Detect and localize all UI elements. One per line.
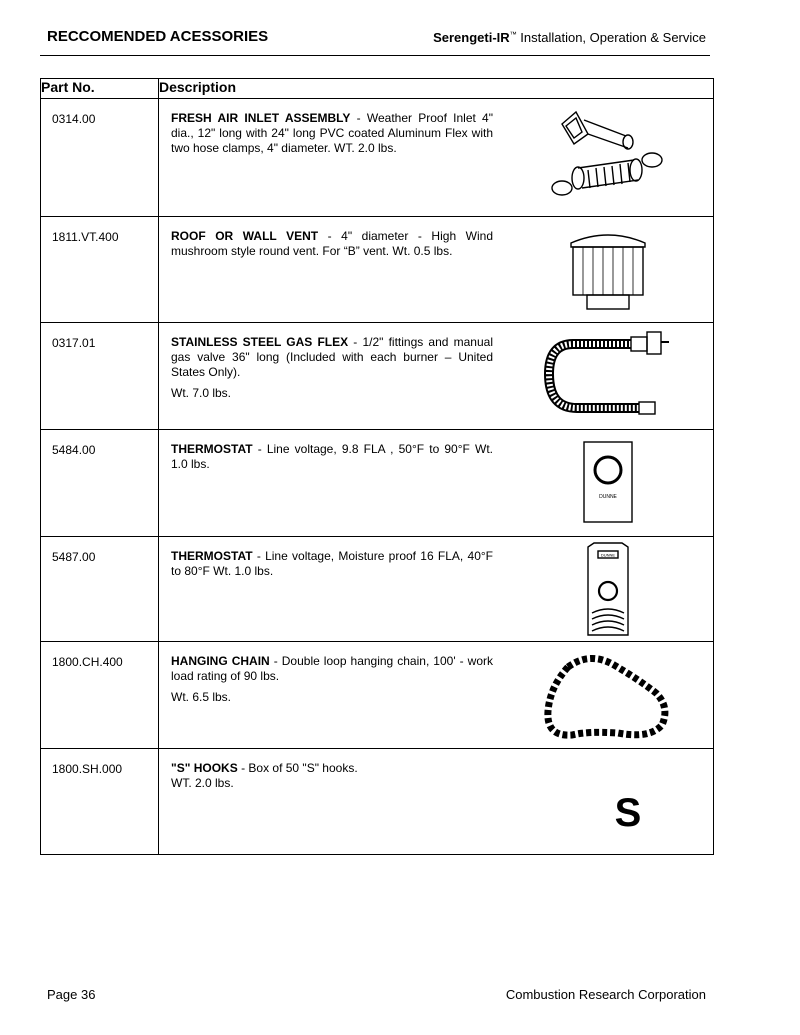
thermostat-brand: DUNNE (599, 494, 617, 500)
description-cell (159, 430, 714, 537)
item-name: "S" HOOKS (171, 761, 238, 775)
part-number: 0314.00 (41, 99, 159, 217)
company-name: Combustion Research Corporation (505, 987, 706, 1002)
part-number: 1811.VT.400 (41, 217, 159, 323)
item-description (171, 761, 493, 791)
table-row (41, 642, 714, 749)
column-header-description: Description (159, 79, 714, 99)
item-description (171, 654, 493, 705)
item-weight: Wt. 6.5 lbs. (171, 690, 232, 704)
thermostat-image (513, 430, 703, 536)
document-subtitle: Installation, Operation & Service (516, 30, 706, 45)
page-title: RECCOMENDED ACESSORIES (47, 28, 269, 45)
table-row (41, 537, 714, 642)
column-header-part-no: Part No. (41, 79, 159, 99)
description-cell (159, 749, 714, 855)
item-details: - 4" diameter - High Wind mushroom style round vent. For “B” vent. Wt. 0.5 lbs. (171, 229, 494, 258)
header-divider (40, 55, 710, 56)
item-details: - Line voltage, Moisture proof 16 FLA, 40°F to 80°F Wt. 1.0 lbs. (171, 549, 493, 578)
hanging-chain-image (513, 642, 703, 748)
table-row (41, 323, 714, 430)
item-weight: Wt. 7.0 lbs. (171, 386, 232, 400)
table-row (41, 430, 714, 537)
brand-name: Serengeti-IR (433, 30, 510, 45)
item-name: FRESH AIR INLET ASSEMBLY (171, 111, 351, 125)
s-hook-glyph: S (614, 791, 642, 835)
part-number: 5484.00 (41, 430, 159, 537)
s-hook-image (513, 749, 703, 854)
item-name: THERMOSTAT (171, 549, 253, 563)
item-description (171, 549, 493, 579)
item-name: HANGING CHAIN (171, 654, 270, 668)
item-details: - Box of 50 "S" hooks. (237, 761, 358, 775)
description-cell (159, 642, 714, 749)
part-number: 0317.01 (41, 323, 159, 430)
item-description (171, 229, 493, 259)
thermostat-brand: DUNNE (600, 552, 616, 558)
item-details: - 1/2" fittings and manual gas valve 36" long (Included with each burner – United States Only). (171, 335, 493, 379)
item-name: ROOF OR WALL VENT (171, 229, 319, 243)
trademark-symbol: ™ (509, 31, 517, 39)
table-row (41, 749, 714, 855)
part-number: 1800.SH.000 (41, 749, 159, 855)
accessories-table (40, 78, 714, 855)
item-name: THERMOSTAT (171, 442, 253, 456)
item-name: STAINLESS STEEL GAS FLEX (171, 335, 349, 349)
item-weight: WT. 2.0 lbs. (171, 776, 234, 790)
description-cell (159, 537, 714, 642)
item-description (171, 335, 493, 401)
description-cell (159, 217, 714, 323)
roof-vent-image (513, 217, 703, 322)
item-details: - Double loop hanging chain, 100' - work load rating of 90 lbs. (171, 654, 494, 683)
description-cell (159, 99, 714, 217)
document-title (433, 30, 706, 45)
item-description (171, 111, 493, 156)
table-row (41, 99, 714, 217)
moisture-proof-thermostat-image (513, 537, 703, 641)
page-number: Page 36 (47, 987, 96, 1002)
gas-flex-image (513, 323, 703, 429)
part-number: 1800.CH.400 (41, 642, 159, 749)
item-details: - Weather Proof Inlet 4" dia., 12" long with 24" long PVC coated Aluminum Flex with two hose clamps, 4" diameter. WT. 2.0 lbs. (171, 111, 493, 155)
description-cell (159, 323, 714, 430)
part-number: 5487.00 (41, 537, 159, 642)
table-header-row (41, 79, 714, 99)
fresh-air-inlet-image (513, 99, 703, 216)
item-details: - Line voltage, 9.8 FLA , 50°F to 90°F Wt. 1.0 lbs. (171, 442, 493, 471)
table-row (41, 217, 714, 323)
item-description (171, 442, 493, 472)
